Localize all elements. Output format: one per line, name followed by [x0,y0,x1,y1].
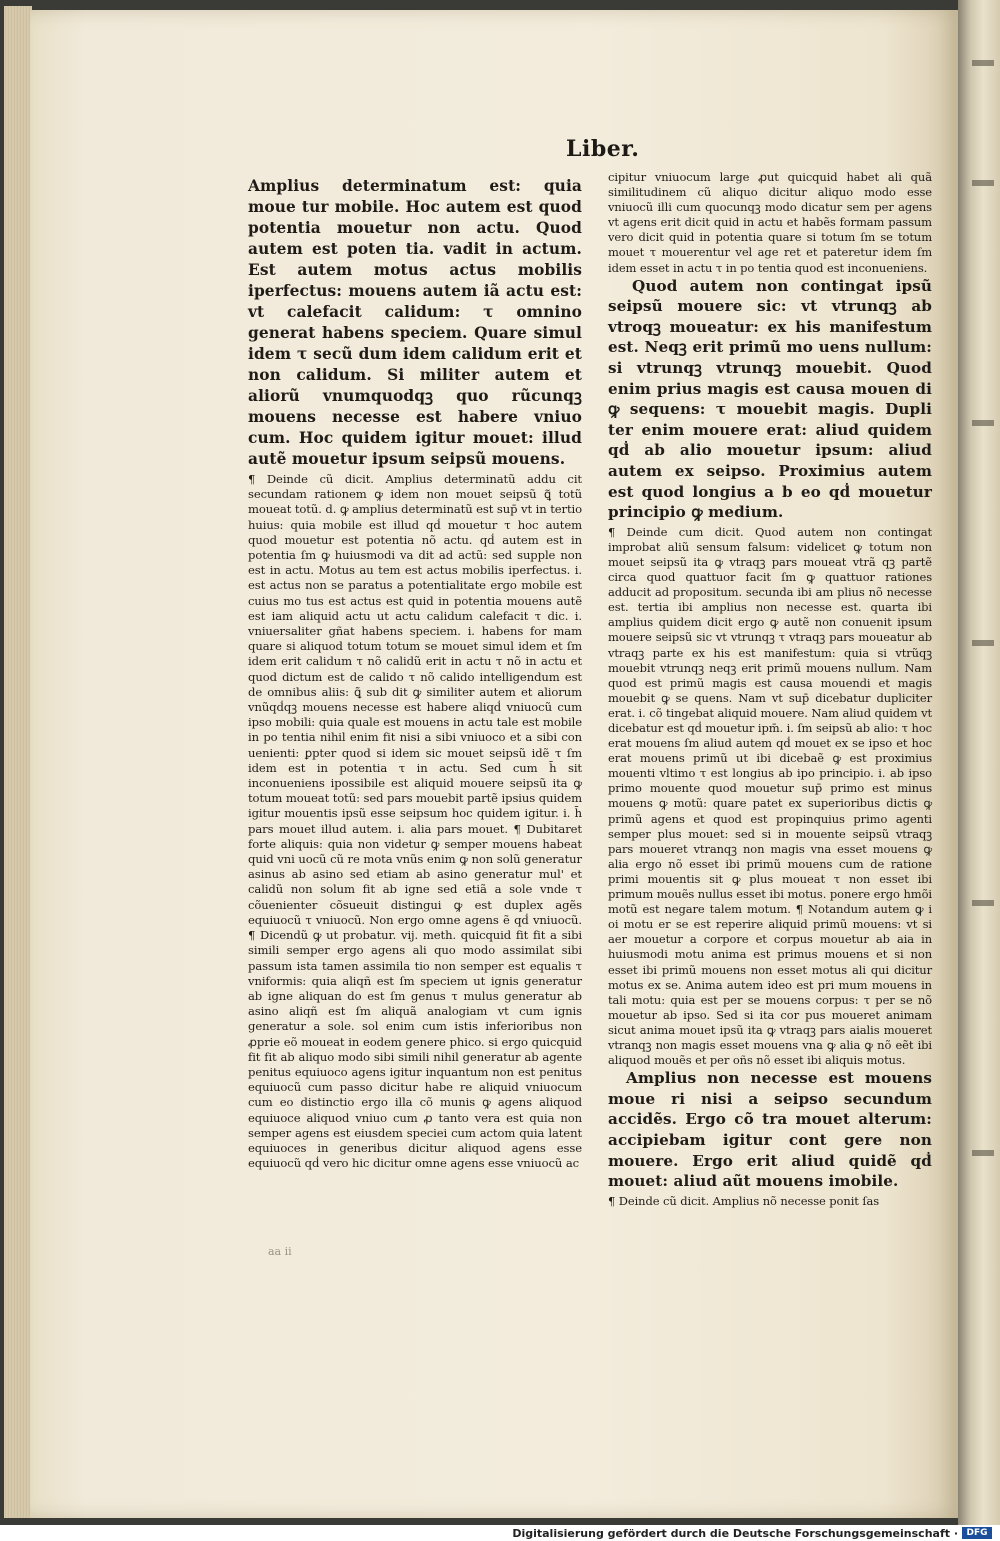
adjacent-page-strip [958,0,1000,1525]
commentary-text: ¶ Deinde cũ dicit. Amplius nõ necesse ponit ſas [608,1193,880,1208]
page-edges [4,6,32,1518]
ink-bleed [972,420,994,426]
footer-credit: Digitalisierung gefördert durch die Deutsche Forschungsgemeinschaft · [512,1527,958,1540]
ink-bleed [972,1150,994,1156]
footer-bar [0,1525,1000,1541]
ink-bleed [972,640,994,646]
left-column [248,176,582,1171]
lemma-text: Quod autem non contingat ipsũ seipsũ mouere sic: vt vtrunqꝫ ab vtroqꝫ moueatur: ex his manifestum est. Neqꝫ erit primũ mo uens nullum: si vtrunqꝫ vtrunqꝫ mouebit. Quod enim prius magis est causa mouen di ꝙ sequens: τ mouebit magis. Dupli ter enim mouere erat: aliud quidem qḋ ab alio mouetur ipsum: aliud autem ex seipso. Proximius autem est quod longius a b eo qḋ mouetur principio ꝙ medium. [608,276,932,522]
ink-bleed [972,900,994,906]
lemma-text: Amplius determinatum est: quia moue tur mobile. Hoc autem est quod potentia mouetur non actu. Quod autem est poten tia. vadit in actum. Est autem motus actus mobilis iperfectus: mouens autem iã actu est: vt calefacit calidum: τ omnino generat habens speciem. Quare simul idem τ secũ dum idem calidum erit et non calidum. Si militer autem et aliorũ vnumquodqꝫ quo rũcunqꝫ mouens necesse est habere vniuo cum. Hoc quidem igitur mouet: illud autẽ mouetur ipsum seipsũ mouens. [248,177,582,468]
signature-mark: aa ii [268,1245,292,1258]
ink-bleed [972,180,994,186]
right-column [608,168,932,1209]
dfg-logo-icon[interactable]: DFG [962,1527,992,1539]
ink-bleed [972,60,994,66]
commentary-text: ¶ Deinde cum dicit. Quod autem non contingat improbat aliũ sensum falsum: videlicet ꝙ totum non mouet seipsũ ita ꝙ vtraqꝫ pars moueat vtrã qꝫ partẽ circa quod quattuor facit ſm ꝙ quattuor rationes adducit ad propositum. secunda ibi am plius nõ necesse est. tertia ibi amplius non necesse est. quarta ibi amplius quidem dicit ergo ꝙ autẽ non conuenit ipsum mouere seipsũ sic vt vtrunqꝫ τ vtraqꝫ pars moueatur ab vtraqꝫ parte ex his est manifestum: quia si vtrũqꝫ mouebit vtrunqꝫ neqꝫ erit primũ mouens nullum. Nam quod est primũ magis est causa mouendi et magis mouebit ꝙ se quens. Nam vt sup̄ dicebatur dupliciter erat. i. cõ tingebat aliquid mouere. Nam aliud quidem vt dicebatur est qḋ mouetur ipm̄. i. ſm seipsũ ab alio: τ hoc erat mouens ſm aliud autem qḋ mouet ex se ipso et hoc erat mouens primũ ut ibi dicebaẽ ꝙ est proximius mouenti vltimo τ est longius ab ipo principio. i. ab ipso primo mouente quod mouetur sup̄ primo est minus mouens ꝙ motũ: quare patet ex superioribus dictis ꝙ primũ agens et quod est propinquius primo agenti semper plus mouet: sed si in mouente seipsũ vtraqꝫ pars moueret vtranqꝫ non magis vna esset mouens ꝙ alia ergo nõ esset ibi primũ mouens cum de ratione primi mouentis sit ꝙ plus moueat τ non esset ibi primum mouẽs nullus esset ibi motus. ponere ergo hmõi motũ est negare talem motum. ¶ Notandum autem ꝙ i oi motu er se est reperire aliquid primũ mouens: vt si aer mouetur a corpore et corpus mouetur ab aia in huiusmodi motu anima est primus mouens et si non esset ibi primũ mouens non esset motus ali qui dicitur motus ex se. Anima autem ideo est pri mum mouens in tali motu: quia est per se mouens corpus: τ per se nõ mouetur ab ipso. Sed si ita cor pus moueret animam sicut anima mouet ipsũ ita ꝙ vtraqꝫ pars aialis moueret vtranqꝫ non magis esset mouens vna ꝙ alia ꝙ nõ eẽt ibi aliquod mouẽs et per oñs nõ esset ibi aliquis motus. [608,524,932,1068]
running-head: Liber. [566,136,640,162]
lemma-text: Amplius non necesse est mouens moue ri nisi a seipso secundum accidẽs. Ergo cõ tra mouet alterum: accipiebam igitur cont gere non mouere. Ergo erit aliud quidẽ qḋ mouet: aliud aũt mouens imobile. [608,1069,932,1191]
commentary-text: ¶ Deinde cũ dicit. Amplius determinatũ addu cit secundam rationem ꝙ idem non mouet seipsũ ꝗ̃ totũ moueat totũ. d. ꝙ amplius determinatũ est sup̄ vt in tertio huius: quia mobile est illud qḋ mouetur τ hoc autem quod mouetur est potentia nõ actu. qḋ autem est in potentia ſm ꝙ huiusmodi va dit ad actũ: sed supple non est in actu. Motus au tem est actus mobilis iperfectus. i. est actus non se paratus a potentialitate ergo mobile est cuius mo tus est actus est quid in potentia mouens autẽ est iam aliquid actu ut actu calidum calefacit τ dic. i. vniuersaliter gñat habens speciem. i. habens for mam quare si aliquod totum totum se mouet simul idem et ſm idem erit calidum τ nõ calidũ erit in actu τ nõ in actu et quod dictum est de calido τ nõ calido intelligendum est de omnibus aliis: ꝗ̃ sub dit ꝙ similiter autem et aliorum vnũqḋqꝫ mouens necesse est habere aliqḋ vniuocũ cum ipso mobili: quia quale est mouens in actu tale est mobile in po tentia nihil enim fit nisi a sibi vniuoco et a sibi con uenienti: ꝑpter quod si idem sic mouet seipsũ idẽ τ ſm idem est in potentia τ in actu. Sed cum h̄ sit inconueniens ipossibile est aliquid mouere seipsũ ita ꝙ totum moueat totũ: sed pars mouebit partẽ ipsius quidem igitur mouentis ipsũ esse seipsum hoc quidem igitur. i. h̄ pars mouet illud autem. i. alia pars mouet. ¶ Dubitaret forte aliquis: quia non videtur ꝙ semper mouens habeat quid vni uocũ cũ re mota vnũs enim ꝙ non solũ generatur asinus ab asino sed etiam ab asino generatur mul' et calidũ non solum fit ab igne sed etiã a sole vnde τ cõuenienter cõsueuit distingui ꝙ est duplex agẽs equiuocũ τ vniuocũ. Non ergo omne agens ẽ qḋ vniuocũ. ¶ Dicendũ ꝙ ut probatur. vij. meth. quicquid fit fit a sibi simili semper ergo agens ali quo modo assimilat sibi passum ista tamen assimila tio non semper est equalis τ vniformis: quia aliqñ est ſm speciem ut ignis generatur ab igne aliquan do est ſm genus τ mulus generatur ab asino aliqñ est ſm aliquã analogiam vt cum ignis generatur a sole. sol enim cum istis inferioribus non ꝓprie eõ moueat in eodem genere phico. si ergo quicquid fit fit ab aliquo modo sibi simili nihil generatur ab agente penitus equiuoco agens igitur inquantum non est penitus equiuocũ cum passo dicitur habe re aliquid vniuocum cum eo distinctio ergo illa cõ munis ꝙ agens aliquod equiuoce aliquod vniuo cum ꝓ tanto vera est quia non semper agens est eiusdem speciei cum actom quia latent equiuoces in generibus dicitur aliquod agens esse equiuocũ qḋ vero hic dicitur omne agens esse vniuocũ ac [248,472,583,1171]
commentary-text: cipitur vniuocum large ꝓut quicquid habet ali quã similitudinem cũ aliquo dicitur aliquo modo esse vniuocũ illi cum quocunqꝫ modo dicatur sem per agens vt agens erit dicit quid in actu et habẽs formam passum vero dicit quid in potentia quare si totum ſm se totum mouet τ mouerentur vel age ret et pateretur idem ſm idem esset in actu τ in po tentia quod est inconueniens. [608,170,932,275]
